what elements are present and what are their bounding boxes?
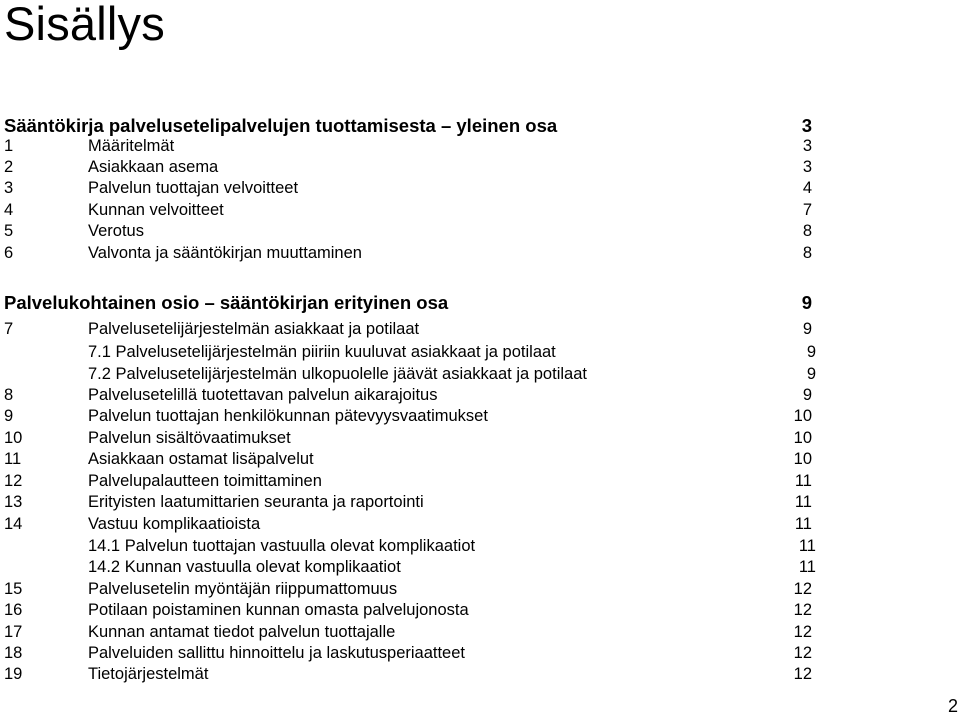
entry-number: 1 [4, 137, 14, 155]
entry-title: Määritelmät [88, 137, 175, 155]
entry-title: Palvelun sisältövaatimukset [88, 429, 291, 447]
entry-page: 7 [802, 201, 812, 219]
entry-title: Palvelusetelillä tuotettavan palvelun aikarajoitus [88, 386, 438, 404]
toc-entry[interactable] [0, 643, 960, 664]
entry-number: 15 [4, 580, 23, 598]
toc-entry[interactable] [0, 243, 960, 264]
entry-number: 7 [4, 320, 14, 338]
section-page: 3 [801, 115, 812, 136]
entry-number: 9 [4, 407, 14, 425]
entry-number: 13 [4, 493, 23, 511]
entry-title: Kunnan antamat tiedot palvelun tuottajalle [88, 623, 396, 641]
entry-title: Palvelun tuottajan henkilökunnan pätevyysvaatimukset [88, 407, 488, 425]
entry-number: 12 [4, 472, 23, 490]
entry-title: Potilaan poistaminen kunnan omasta palvelujonosta [88, 601, 469, 619]
entry-number: 3 [4, 179, 14, 197]
entry-page: 9 [806, 365, 816, 383]
entry-page: 10 [793, 450, 812, 468]
section-page: 9 [801, 292, 812, 313]
entry-title: Palvelun tuottajan velvoitteet [88, 179, 299, 197]
page-number: 2 [947, 696, 958, 716]
entry-title: 7.1 Palvelusetelijärjestelmän piiriin kuuluvat asiakkaat ja potilaat [88, 343, 556, 361]
entry-page: 12 [793, 580, 812, 598]
entry-page: 11 [798, 558, 816, 576]
toc-entry[interactable] [0, 600, 960, 621]
toc-entry[interactable] [0, 664, 960, 685]
entry-title: Palvelusetelin myöntäjän riippumattomuus [88, 580, 398, 598]
entry-page: 9 [802, 320, 812, 338]
entry-title: 7.2 Palvelusetelijärjestelmän ulkopuolelle jäävät asiakkaat ja potilaat [88, 365, 587, 383]
entry-title: Kunnan velvoitteet [88, 201, 224, 219]
section-title: Sääntökirja palvelusetelipalvelujen tuottamisesta – yleinen osa [4, 115, 558, 136]
entry-number: 17 [4, 623, 23, 641]
toc-entry[interactable] [0, 136, 960, 157]
toc-entry[interactable] [0, 221, 960, 242]
entry-title: Tietojärjestelmät [88, 665, 209, 683]
entry-number: 11 [4, 450, 22, 468]
page-title: Sisällys [4, 0, 165, 50]
entry-title: Valvonta ja sääntökirjan muuttaminen [88, 244, 362, 262]
toc-entry[interactable] [0, 385, 960, 406]
entry-title: Vastuu komplikaatioista [88, 515, 261, 533]
entry-number: 19 [4, 665, 23, 683]
entry-page: 11 [794, 472, 812, 490]
entry-title: Palvelupalautteen toimittaminen [88, 472, 322, 490]
entry-page: 8 [802, 222, 812, 240]
entry-page: 4 [802, 179, 812, 197]
entry-page: 9 [802, 386, 812, 404]
entry-title: Asiakkaan asema [88, 158, 219, 176]
entry-page: 12 [793, 601, 812, 619]
toc-entry[interactable] [0, 406, 960, 427]
entry-page: 12 [793, 623, 812, 641]
toc-subentry[interactable] [0, 342, 960, 363]
entry-number: 2 [4, 158, 14, 176]
section-title: Palvelukohtainen osio – sääntökirjan erityinen osa [4, 292, 449, 313]
toc-entry[interactable] [0, 492, 960, 513]
entry-number: 14 [4, 515, 23, 533]
entry-number: 6 [4, 244, 14, 262]
entry-page: 11 [794, 515, 812, 533]
entry-page: 10 [793, 429, 812, 447]
toc-entry[interactable] [0, 200, 960, 221]
toc-subentry[interactable] [0, 364, 960, 385]
entry-page: 9 [806, 343, 816, 361]
toc-subentry[interactable] [0, 536, 960, 557]
toc-entry[interactable] [0, 178, 960, 199]
entry-page: 3 [802, 137, 812, 155]
entry-title: Asiakkaan ostamat lisäpalvelut [88, 450, 314, 468]
entry-page: 11 [794, 493, 812, 511]
entry-number: 16 [4, 601, 23, 619]
entry-title: Verotus [88, 222, 144, 240]
toc-entry[interactable] [0, 449, 960, 470]
entry-page: 12 [793, 665, 812, 683]
toc-entry[interactable] [0, 514, 960, 535]
entry-number: 10 [4, 429, 23, 447]
entry-page: 11 [798, 537, 816, 555]
entry-title: Palvelusetelijärjestelmän asiakkaat ja potilaat [88, 320, 420, 338]
toc-entry[interactable] [0, 157, 960, 178]
entry-title: Palveluiden sallittu hinnoittelu ja laskutusperiaatteet [88, 644, 465, 662]
toc-entry[interactable] [0, 622, 960, 643]
toc-section-heading[interactable] [0, 114, 960, 137]
entry-number: 8 [4, 386, 14, 404]
toc-subentry[interactable] [0, 557, 960, 578]
toc-entry[interactable] [0, 579, 960, 600]
toc-entry[interactable] [0, 319, 960, 340]
toc-entry[interactable] [0, 428, 960, 449]
entry-page: 8 [802, 244, 812, 262]
entry-page: 10 [793, 407, 812, 425]
entry-title: 14.1 Palvelun tuottajan vastuulla olevat komplikaatiot [88, 537, 476, 555]
entry-title: Erityisten laatumittarien seuranta ja raportointi [88, 493, 424, 511]
entry-page: 3 [802, 158, 812, 176]
entry-title: 14.2 Kunnan vastuulla olevat komplikaatiot [88, 558, 401, 576]
entry-number: 5 [4, 222, 14, 240]
toc-section-heading[interactable] [0, 291, 960, 314]
entry-number: 4 [4, 201, 14, 219]
entry-page: 12 [793, 644, 812, 662]
toc-entry[interactable] [0, 471, 960, 492]
entry-number: 18 [4, 644, 23, 662]
